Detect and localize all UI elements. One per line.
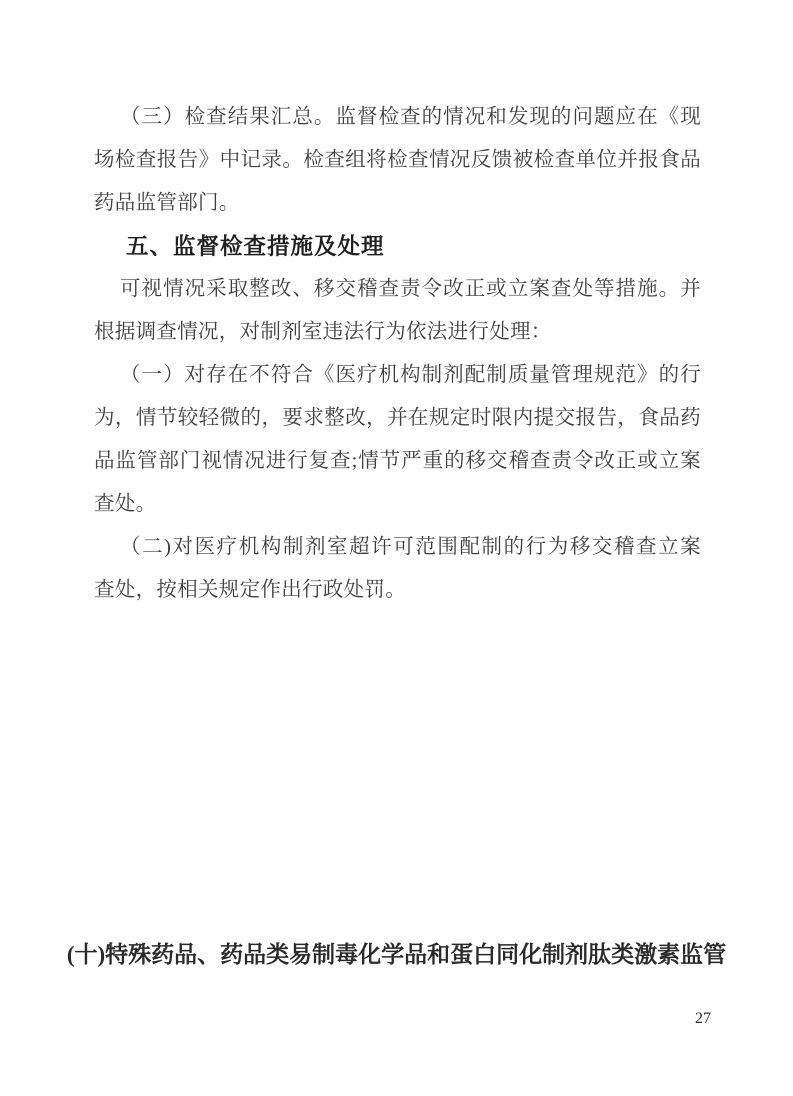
body-text-block — [94, 96, 701, 612]
paragraph-line: 药品监管部门。 — [94, 192, 240, 214]
paragraph-line: 为，情节较轻微的，要求整改，并在规定时限内提交报告，食品药 — [94, 407, 701, 429]
paragraph-line: （一）对存在不符合《医疗机构制剂配制质量管理规范》的行 — [120, 364, 701, 386]
paragraph-line: 根据调查情况，对制剂室违法行为依法进行处理： — [94, 321, 552, 343]
page-number: 27 — [695, 1010, 711, 1027]
paragraph-line: 场检查报告》中记录。检查组将检查情况反馈被检查单位并报食品 — [94, 149, 701, 171]
paragraph-line: 查处，按相关规定作出行政处罚。 — [94, 579, 406, 601]
section-heading: 五、监督检查措施及处理 — [126, 234, 385, 259]
paragraph-line: 可视情况采取整改、移交稽查责令改正或立案查处等措施。并 — [120, 278, 701, 300]
paragraph-line: 查处。 — [94, 493, 157, 515]
paragraph-line: 品监管部门视情况进行复查;情节严重的移交稽查责令改正或立案 — [94, 450, 701, 472]
next-section-title: (十)特殊药品、药品类易制毒化学品和蛋白同化制剂肽类激素监管 — [66, 942, 727, 967]
paragraph-line: （二)对医疗机构制剂室超许可范围配制的行为移交稽查立案 — [120, 536, 701, 558]
paragraph-line: （三）检查结果汇总。监督检查的情况和发现的问题应在《现 — [120, 106, 701, 128]
